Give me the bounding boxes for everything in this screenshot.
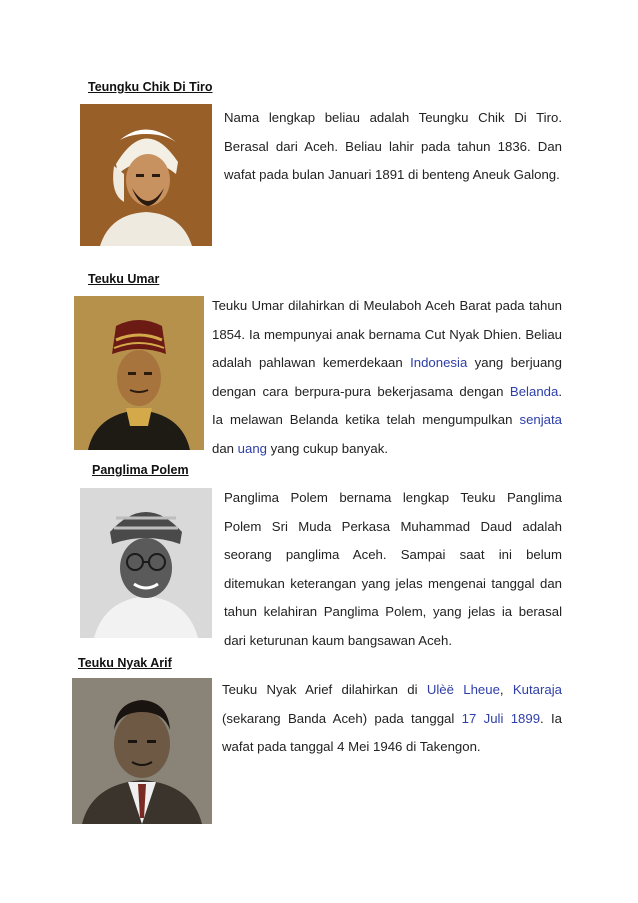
paragraph-text: (sekarang Banda Aceh) pada tanggal xyxy=(222,710,462,726)
link-senjata[interactable]: senjata xyxy=(519,412,562,428)
paragraph-text: . Ia melawan Belanda ketika telah mengumpulkan xyxy=(212,383,562,428)
paragraph-text: , xyxy=(499,682,513,697)
link-kutaraja[interactable]: Kutaraja xyxy=(512,682,562,697)
section-paragraph-teuku-umar xyxy=(212,292,562,464)
section-title-teuku-nyak-arif: Teuku Nyak Arif xyxy=(78,656,172,670)
portrait-kupiah-icon xyxy=(74,296,204,450)
portrait-glasses-icon xyxy=(80,488,212,638)
section-title-chik-di-tiro: Teungku Chik Di Tiro xyxy=(88,80,213,94)
paragraph-text: . Ia wafat pada tanggal 4 Mei 1946 di Takengon. xyxy=(222,710,562,755)
paragraph-text: yang cukup banyak. xyxy=(267,440,388,456)
section-paragraph-teuku-nyak-arif xyxy=(222,676,562,762)
link-uang[interactable]: uang xyxy=(237,440,268,456)
link-ulee-lheue[interactable]: Ulèë Lheue xyxy=(426,682,500,697)
link-belanda[interactable]: Belanda xyxy=(509,383,559,399)
link-17-juli-1899[interactable]: 17 Juli 1899 xyxy=(461,710,541,726)
portrait-suit-icon xyxy=(72,678,212,824)
paragraph-text: yang berjuang dengan cara berpura-pura bekerjasama dengan xyxy=(212,355,562,399)
paragraph-text: dan xyxy=(212,440,238,456)
section-paragraph-panglima-polem: Panglima Polem bernama lengkap Teuku Panglima Polem Sri Muda Perkasa Muhammad Daud adalah seorang panglima Aceh. Sampai saat ini belum ditemukan keterangan yang jelas mengenai tanggal dan tahun kelahiran Panglima Polem, yang jelas ia berasal dari keturunan kaum bangsawan Aceh. xyxy=(224,490,562,648)
section-title-teuku-umar: Teuku Umar xyxy=(88,272,160,286)
portrait-turban-icon xyxy=(80,104,212,246)
link-indonesia[interactable]: Indonesia xyxy=(410,355,468,371)
paragraph-text: Teuku Nyak Arief dilahirkan di xyxy=(222,682,427,697)
section-title-panglima-polem: Panglima Polem xyxy=(92,463,189,477)
section-paragraph-chik-di-tiro: Nama lengkap beliau adalah Teungku Chik Di Tiro. Berasal dari Aceh. Beliau lahir pada tahun 1836. Dan wafat pada bulan Januari 1891 di benteng Aneuk Galong. xyxy=(224,110,562,183)
paragraph-text: Teuku Umar dilahirkan di Meulaboh Aceh Barat pada tahun 1854. Ia mempunyai anak bernama Cut Nyak Dhien. Beliau adalah pahlawan kemerdekaan xyxy=(212,298,562,371)
